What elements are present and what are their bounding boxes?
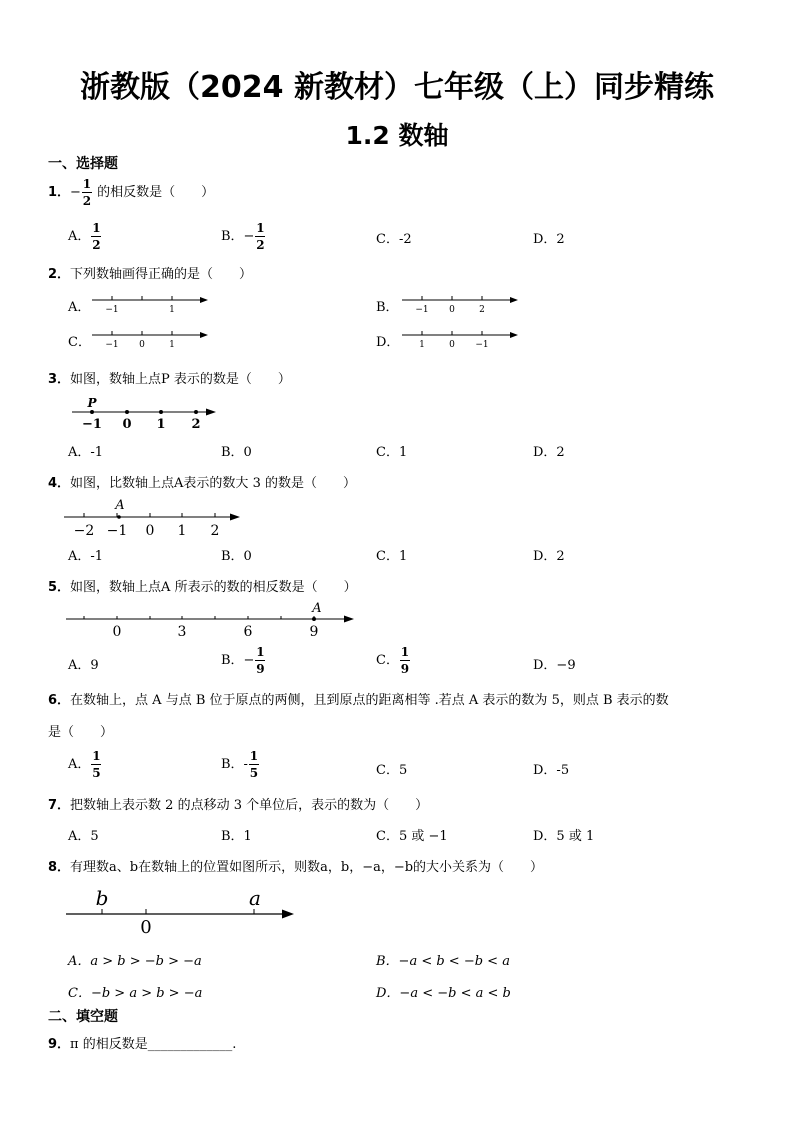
tick-label: 6: [243, 624, 253, 640]
option-c[interactable]: C．1: [376, 445, 408, 460]
number-line-c: [90, 327, 215, 351]
question-6: 6．在数轴上，点 A 与点 B 位于原点的两侧，且到原点的距离相等 .若点 A 表示的数为 5，则点 B 表示的数: [48, 693, 669, 708]
option-b[interactable]: B．0: [221, 549, 252, 564]
option-b[interactable]: B．− $\frac{1}{2}$: [221, 221, 265, 252]
option-d[interactable]: D．−9: [533, 658, 576, 673]
tick-label: 0: [112, 624, 122, 640]
option-c[interactable]: C．1: [376, 549, 408, 564]
point-label-a: a: [249, 886, 261, 910]
option-d[interactable]: D．-5: [533, 763, 570, 778]
option-c[interactable]: C．5 或 −1: [376, 829, 448, 844]
question-9: 9．π 的相反数是_____________.: [48, 1037, 237, 1052]
option-b[interactable]: B．1: [221, 829, 252, 844]
point-label: A: [312, 601, 322, 616]
option-d[interactable]: D．: [376, 335, 400, 350]
question-7: 7．把数轴上表示数 2 的点移动 3 个单位后，表示的数为（ ）: [48, 798, 429, 813]
tick-label: −2: [73, 523, 95, 539]
option-b[interactable]: B．0: [221, 445, 252, 460]
question-2: 2．下列数轴画得正确的是（ ）: [48, 267, 253, 282]
page-title: 浙教版（2024 新教材）七年级（上）同步精练: [80, 70, 714, 105]
tick-label: 1: [169, 340, 175, 350]
tick-label: −1: [82, 417, 102, 432]
tick-label: 0: [145, 523, 155, 539]
tick-label: 0: [140, 917, 152, 937]
option-d[interactable]: D．2: [533, 445, 565, 460]
tick-label: 0: [139, 340, 145, 350]
section-heading-fill: 二、填空题: [48, 1009, 118, 1025]
tick-label: 1: [169, 305, 175, 315]
tick-label: 0: [449, 340, 455, 350]
option-d[interactable]: D．2: [533, 549, 565, 564]
tick-label: 2: [479, 305, 485, 315]
option-b[interactable]: B．−a < b < −b < a: [376, 954, 510, 969]
number-line-q8: [62, 885, 302, 937]
number-line-q5: [62, 598, 362, 642]
option-a[interactable]: A．9: [68, 658, 99, 673]
option-c[interactable]: C．: [68, 335, 91, 350]
question-3: 3．如图，数轴上点P 表示的数是（ ）: [48, 372, 291, 387]
question-1: 1．− $\frac{1}{2}$ 的相反数是（ ）: [48, 177, 215, 208]
option-a[interactable]: A．: [68, 300, 91, 315]
tick-label: 1: [156, 417, 166, 432]
section-heading-choice: 一、选择题: [48, 156, 118, 172]
tick-label: 2: [210, 523, 220, 539]
question-4: 4．如图，比数轴上点A表示的数大 3 的数是（ ）: [48, 476, 356, 491]
option-b[interactable]: B．− $\frac{1}{9}$: [221, 645, 265, 676]
option-c[interactable]: C．-2: [376, 232, 412, 247]
question-number: 1．: [48, 185, 71, 200]
tick-label: 2: [191, 417, 201, 432]
option-c[interactable]: C．−b > a > b > −a: [68, 986, 203, 1001]
tick-label: −1: [415, 305, 429, 315]
point-label: P: [87, 396, 97, 410]
page-subtitle: 1.2 数轴: [345, 121, 449, 150]
number-line-q4: [60, 494, 245, 540]
number-line-q3: [68, 393, 223, 433]
tick-label: −1: [106, 523, 128, 539]
point-label-b: b: [95, 886, 109, 910]
option-a[interactable]: A． $\frac{1}{2}$: [68, 221, 101, 252]
option-a[interactable]: A．-1: [68, 445, 104, 460]
tick-label: 3: [177, 624, 187, 640]
option-c[interactable]: C． $\frac{1}{9}$: [376, 645, 410, 676]
tick-label: 1: [419, 340, 425, 350]
option-d[interactable]: D．5 或 1: [533, 829, 595, 844]
option-b[interactable]: B．: [376, 300, 399, 315]
option-a[interactable]: A．a > b > −b > −a: [68, 954, 202, 969]
option-a[interactable]: A．5: [68, 829, 99, 844]
number-line-a: [90, 292, 215, 316]
number-line-d: [400, 327, 525, 351]
question-6-continued: 是（ ）: [48, 725, 114, 740]
tick-label: 1: [177, 523, 187, 539]
option-c[interactable]: C．5: [376, 763, 408, 778]
number-line-b: [400, 292, 525, 316]
tick-label: −1: [105, 340, 119, 350]
answer-blank[interactable]: _____________: [147, 1037, 233, 1052]
question-5: 5．如图，数轴上点A 所表示的数的相反数是（ ）: [48, 580, 357, 595]
tick-label: −1: [475, 340, 489, 350]
option-a[interactable]: A．-1: [68, 549, 104, 564]
tick-label: 9: [309, 624, 319, 640]
option-a[interactable]: A． $\frac{1}{5}$: [68, 749, 101, 780]
tick-label: 0: [122, 417, 132, 432]
option-d[interactable]: D．−a < −b < a < b: [376, 986, 511, 1001]
option-b[interactable]: B．- $\frac{1}{5}$: [221, 749, 259, 780]
question-8: 8．有理数a、b在数轴上的位置如图所示，则数a，b，−a，−b的大小关系为（ ）: [48, 860, 544, 875]
fraction: $\frac{1}{2}$: [82, 177, 92, 208]
point-label: A: [115, 498, 125, 513]
option-d[interactable]: D．2: [533, 232, 565, 247]
tick-label: −1: [105, 305, 119, 315]
tick-label: 0: [449, 305, 455, 315]
